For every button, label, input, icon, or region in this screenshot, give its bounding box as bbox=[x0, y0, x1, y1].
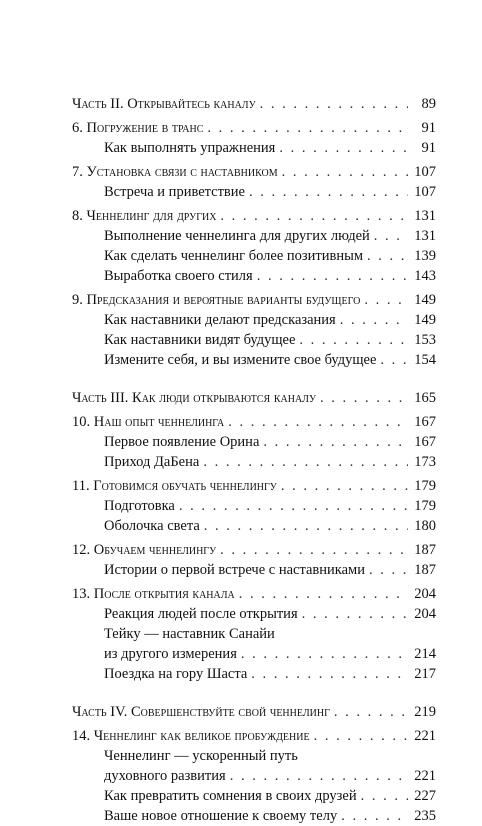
toc-entry-page: 221 bbox=[414, 728, 436, 744]
toc-entry-page: 107 bbox=[414, 164, 436, 180]
leader-dots bbox=[179, 496, 408, 516]
toc-section bbox=[72, 182, 436, 202]
toc-chapter-8 bbox=[72, 206, 436, 226]
toc-entry-page: 149 bbox=[414, 292, 436, 308]
toc-section bbox=[72, 644, 436, 664]
leader-dots bbox=[320, 388, 408, 408]
leader-dots bbox=[220, 540, 408, 560]
toc-entry-title: 8. Ченнелинг для других bbox=[72, 208, 217, 224]
toc-entry-page: 131 bbox=[414, 208, 436, 224]
toc-entry-title: 10. Наш опыт ченнелинга bbox=[72, 414, 225, 430]
toc-entry-page: 187 bbox=[414, 542, 436, 558]
toc-section bbox=[72, 806, 436, 826]
toc-section bbox=[72, 350, 436, 370]
toc-section bbox=[72, 560, 436, 580]
toc-entry-page: 154 bbox=[414, 352, 436, 368]
toc-entry-title: 9. Предсказания и вероятные варианты будущего bbox=[72, 292, 361, 308]
toc-entry-page: 143 bbox=[414, 268, 436, 284]
leader-dots bbox=[241, 644, 408, 664]
toc-entry-title: Как наставники видят будущее bbox=[104, 332, 296, 348]
toc-entry-page: 219 bbox=[414, 704, 436, 720]
toc-entry-page: 227 bbox=[414, 788, 436, 804]
leader-dots bbox=[299, 330, 408, 350]
leader-dots bbox=[279, 138, 408, 158]
toc-section bbox=[72, 330, 436, 350]
toc-chapter-11 bbox=[72, 476, 436, 496]
toc-entry-page: 235 bbox=[414, 808, 436, 824]
toc-section bbox=[72, 266, 436, 286]
toc-entry-title: Оболочка света bbox=[104, 518, 200, 534]
toc-section bbox=[72, 516, 436, 536]
leader-dots bbox=[230, 766, 408, 786]
table-of-contents bbox=[72, 94, 436, 826]
toc-entry-title: Реакция людей после открытия bbox=[104, 606, 298, 622]
toc-entry-title: Выполнение ченнелинга для других людей bbox=[104, 228, 370, 244]
toc-section bbox=[72, 496, 436, 516]
toc-entry-page: 89 bbox=[421, 96, 436, 112]
toc-entry-page: 179 bbox=[414, 478, 436, 494]
toc-entry-page: 131 bbox=[414, 228, 436, 244]
toc-part-4 bbox=[72, 702, 436, 722]
toc-chapter-12 bbox=[72, 540, 436, 560]
leader-dots bbox=[361, 786, 408, 806]
toc-entry-title: Подготовка bbox=[104, 498, 175, 514]
toc-entry-title: Как превратить сомнения в своих друзей bbox=[104, 788, 357, 804]
toc-section bbox=[72, 432, 436, 452]
leader-dots bbox=[281, 476, 408, 496]
leader-dots bbox=[249, 182, 408, 202]
toc-entry-page: 180 bbox=[414, 518, 436, 534]
toc-entry-title: Часть II. Открывайтесь каналу bbox=[72, 96, 256, 112]
toc-entry-title: Как выполнять упражнения bbox=[104, 140, 276, 156]
toc-entry-title: Ваше новое отношение к своему телу bbox=[104, 808, 338, 824]
toc-entry-title: Первое появление Орина bbox=[104, 434, 260, 450]
toc-entry-title: 7. Установка связи с наставником bbox=[72, 164, 278, 180]
leader-dots bbox=[369, 560, 408, 580]
toc-chapter-10 bbox=[72, 412, 436, 432]
toc-entry-page: 214 bbox=[414, 646, 436, 662]
leader-dots bbox=[260, 94, 408, 114]
toc-entry-page: 107 bbox=[414, 184, 436, 200]
leader-dots bbox=[282, 162, 408, 182]
leader-dots bbox=[207, 118, 408, 138]
toc-entry-title: 13. После открытия канала bbox=[72, 586, 235, 602]
toc-entry-title: 11. Готовимся обучать ченнелингу bbox=[72, 478, 277, 494]
leader-dots bbox=[239, 584, 408, 604]
leader-dots bbox=[340, 310, 408, 330]
leader-dots bbox=[334, 702, 408, 722]
toc-entry-page: 153 bbox=[414, 332, 436, 348]
toc-chapter-9 bbox=[72, 290, 436, 310]
toc-entry-page: 91 bbox=[421, 140, 436, 156]
leader-dots bbox=[314, 726, 408, 746]
toc-section-title-line: Ченнелинг — ускоренный путь bbox=[104, 748, 298, 764]
toc-part-3 bbox=[72, 388, 436, 408]
toc-chapter-6 bbox=[72, 118, 436, 138]
toc-section bbox=[72, 138, 436, 158]
leader-dots bbox=[367, 246, 408, 266]
toc-entry-page: 179 bbox=[414, 498, 436, 514]
toc-section bbox=[72, 246, 436, 266]
toc-entry-title: Часть IV. Совершенствуйте свой ченнелинг bbox=[72, 704, 330, 720]
toc-entry-title: Приход ДаБена bbox=[104, 454, 200, 470]
toc-section bbox=[72, 452, 436, 472]
toc-entry-page: 91 bbox=[421, 120, 436, 136]
toc-entry-title: Как сделать ченнелинг более позитивным bbox=[104, 248, 364, 264]
toc-chapter-7 bbox=[72, 162, 436, 182]
toc-section bbox=[72, 766, 436, 786]
toc-entry-page: 149 bbox=[414, 312, 436, 328]
toc-entry-page: 221 bbox=[414, 768, 436, 784]
toc-entry-title: Встреча и приветствие bbox=[104, 184, 245, 200]
toc-entry-title: из другого измерения bbox=[104, 646, 237, 662]
toc-section bbox=[72, 604, 436, 624]
leader-dots bbox=[220, 206, 408, 226]
toc-entry-page: 139 bbox=[414, 248, 436, 264]
toc-section bbox=[72, 226, 436, 246]
toc-section bbox=[72, 310, 436, 330]
leader-dots bbox=[374, 226, 408, 246]
leader-dots bbox=[263, 432, 408, 452]
toc-entry-page: 187 bbox=[414, 562, 436, 578]
toc-entry-page: 167 bbox=[414, 434, 436, 450]
toc-entry-page: 167 bbox=[414, 414, 436, 430]
leader-dots bbox=[364, 290, 408, 310]
toc-section-title-line: Тейку — наставник Санайи bbox=[104, 626, 275, 642]
leader-dots bbox=[204, 516, 408, 536]
toc-entry-title: Поездка на гору Шаста bbox=[104, 666, 248, 682]
toc-entry-page: 204 bbox=[414, 606, 436, 622]
toc-entry-title: 12. Обучаем ченнелингу bbox=[72, 542, 217, 558]
toc-entry-title: Выработка своего стиля bbox=[104, 268, 253, 284]
leader-dots bbox=[251, 664, 408, 684]
leader-dots bbox=[203, 452, 408, 472]
leader-dots bbox=[380, 350, 408, 370]
leader-dots bbox=[257, 266, 408, 286]
toc-entry-page: 217 bbox=[414, 666, 436, 682]
leader-dots bbox=[228, 412, 408, 432]
toc-chapter-13 bbox=[72, 584, 436, 604]
leader-dots bbox=[341, 806, 408, 826]
toc-entry-title: Измените себя, и вы измените свое будущее bbox=[104, 352, 377, 368]
toc-entry-title: Истории о первой встрече с наставниками bbox=[104, 562, 365, 578]
toc-entry-title: 6. Погружение в транс bbox=[72, 120, 204, 136]
toc-entry-page: 165 bbox=[414, 390, 436, 406]
toc-chapter-14 bbox=[72, 726, 436, 746]
toc-section bbox=[72, 664, 436, 684]
toc-part-2 bbox=[72, 94, 436, 114]
toc-entry-title: Часть III. Как люди открываются каналу bbox=[72, 390, 317, 406]
toc-entry-page: 173 bbox=[414, 454, 436, 470]
leader-dots bbox=[302, 604, 408, 624]
toc-entry-page: 204 bbox=[414, 586, 436, 602]
toc-entry-title: духовного развития bbox=[104, 768, 226, 784]
toc-section bbox=[72, 786, 436, 806]
toc-entry-title: 14. Ченнелинг как великое пробуждение bbox=[72, 728, 310, 744]
toc-entry-title: Как наставники делают предсказания bbox=[104, 312, 336, 328]
